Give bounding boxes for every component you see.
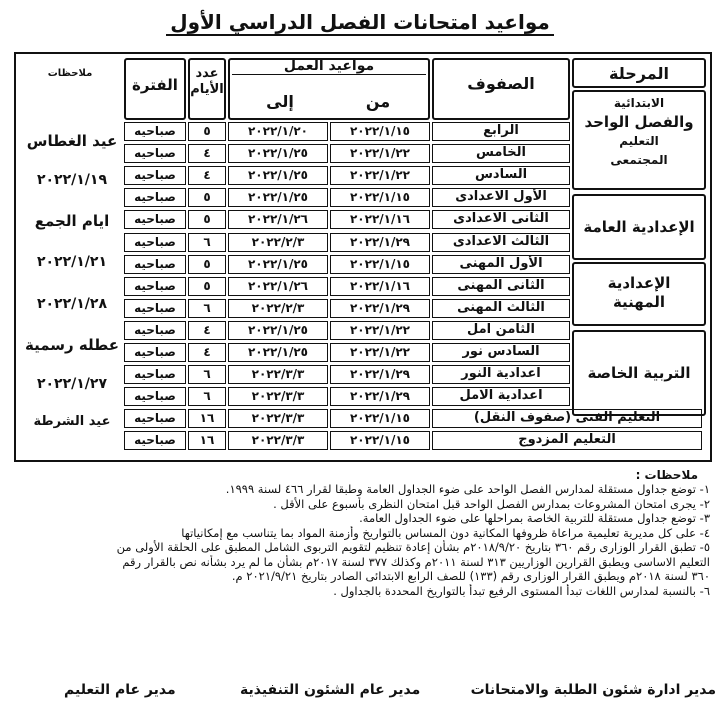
header-days: عدد الأيام [190,66,224,97]
note-item-3: ٣- توضع جداول مستقلة للتربية الخاصة بمراحلها على ضوء الجداول العامة. [359,511,710,525]
note-item-6: ٦- بالنسبة لمدارس اللغات تبدأ المستوى الرفيع تبدأ بالتواريخ المحددة بالجداول . [333,583,710,598]
page-title [0,10,720,34]
cell-to: ٢٠٢٢/١/٢٥ [228,321,328,340]
cell-grade: اعدادية النور [432,365,570,384]
remark-friday-date-2: ٢٠٢٢/١/٢٨ [36,296,108,312]
cell-grade: الثامن امل [432,321,570,340]
cell-from: ٢٠٢٢/١/١٥ [330,409,430,428]
signature-education-director: مدير عام التعليم [64,682,176,698]
cell-from: ٢٠٢٢/١/٢٩ [330,365,430,384]
note-item-1: ١- توضع جداول مستقلة لمدارس الفصل الواحد على ضوء الجداول العامة وطبقا لقرار ٤٦٦ لسنة ١٩٩٩. [225,482,710,496]
signature-students-affairs: مدير ادارة شئون الطلبة والامتحانات [470,682,716,698]
cell-to: ٢٠٢٢/٣/٣ [228,365,328,384]
cell-period: صباحيه [124,166,186,185]
cell-to: ٢٠٢٢/١/٢٠ [228,122,328,141]
cell-to: ٢٠٢٢/٢/٣ [228,233,328,252]
cell-days: ٦ [188,233,226,252]
cell-period: صباحيه [124,321,186,340]
signature-executive-affairs: مدير عام الشئون التنفيذية [240,682,421,698]
stage-general-prep-line1: الإعدادية العامة [583,218,695,236]
cell-from: ٢٠٢٢/١/١٦ [330,210,430,229]
cell-from: ٢٠٢٢/١/٢٢ [330,144,430,163]
cell-period: صباحيه [124,188,186,207]
cell-days: ١٦ [188,431,226,450]
cell-from: ٢٠٢٢/١/١٥ [330,122,430,141]
remark-epiphany-date: ٢٠٢٢/١/١٩ [36,172,108,188]
cell-grade: اعدادية الامل [432,387,570,406]
cell-to: ٢٠٢٢/١/٢٥ [228,343,328,362]
notes-heading: ملاحظات : [635,468,698,482]
cell-to: ٢٠٢٢/٢/٣ [228,299,328,318]
cell-period: صباحيه [124,277,186,296]
header-from: من [365,92,391,111]
cell-period: صباحيه [124,409,186,428]
cell-from: ٢٠٢٢/١/٢٢ [330,343,430,362]
cell-days: ٦ [188,387,226,406]
exam-schedule-table [14,52,712,462]
cell-days: ٥ [188,122,226,141]
cell-to: ٢٠٢٢/١/٢٥ [228,144,328,163]
note-item-5: ٥- تطبق القرار الوزارى رقم ٣٦٠ بتاريخ ٢٠١٨/٩/٢٠م بشأن إعادة تنظيم لتقويم التربوى الشامل المطبق على الحلقة الأولى من [116,540,710,554]
cell-days: ٤ [188,144,226,163]
cell-to: ٢٠٢٢/١/٢٦ [228,277,328,296]
header-grades: الصفوف [467,74,535,93]
stage-primary-line3: التعليم [619,134,659,148]
cell-period: صباحيه [124,365,186,384]
remark-holiday-date: ٢٠٢٢/١/٢٧ [36,376,108,392]
title-text: مواعيد امتحانات الفصل الدراسي الأول [166,10,554,36]
cell-to: ٢٠٢٢/١/٢٥ [228,188,328,207]
cell-period: صباحيه [124,431,186,450]
cell-days: ٥ [188,277,226,296]
cell-days: ٤ [188,321,226,340]
cell-period: صباحيه [124,233,186,252]
cell-to: ٢٠٢٢/١/٢٦ [228,210,328,229]
cell-days: ٥ [188,255,226,274]
remark-friday-date-1: ٢٠٢٢/١/٢١ [36,254,108,270]
cell-grade: الأول المهنى [432,255,570,274]
cell-days: ٥ [188,188,226,207]
remark-epiphany: عيد الغطاس [26,132,118,150]
cell-grade: الثالث المهنى [432,299,570,318]
cell-from: ٢٠٢٢/١/٢٩ [330,233,430,252]
cell-grade: السادس [432,166,570,185]
cell-period: صباحيه [124,122,186,141]
cell-grade: الثانى المهنى [432,277,570,296]
cell-period: صباحيه [124,299,186,318]
cell-from: ٢٠٢٢/١/١٥ [330,431,430,450]
header-remarks: ملاحظات [47,68,93,79]
cell-from: ٢٠٢٢/١/٢٢ [330,321,430,340]
stage-vocational-prep-line2: المهنية [612,293,666,311]
cell-days: ٥ [188,210,226,229]
stage-primary-line2: والفصل الواحد [584,113,694,131]
cell-days: ٦ [188,299,226,318]
table-row [16,277,714,298]
cell-grade: السادس نور [432,343,570,362]
cell-period: صباحيه [124,255,186,274]
cell-from: ٢٠٢٢/١/١٦ [330,277,430,296]
cell-grade: الثالث الاعدادى [432,233,570,252]
header-dates-group: مواعيد العمل [232,58,426,75]
note-item-5-cont2: ٣٦٠ لسنة ٢٠١٨م ويطبق القرار الوزارى رقم (١٣٣) للصف الرابع الابتدائى الصادر بتاريخ ٢٠٢١/٩/٢١ م. [231,569,710,583]
note-item-4: ٤- على كل مديرية تعليمية مراعاة ظروفها المكانية دون المساس بالتواريخ وأزمنة المواد بما يتناسب مع إمكانياتها [181,525,710,540]
cell-to: ٢٠٢٢/٣/٣ [228,409,328,428]
table-row [16,431,714,452]
cell-grade: الثانى الاعدادى [432,210,570,229]
cell-period: صباحيه [124,210,186,229]
remark-police-day: عيد الشرطة [33,414,111,429]
signatures [0,682,720,712]
cell-to: ٢٠٢٢/١/٢٥ [228,166,328,185]
cell-from: ٢٠٢٢/١/٢٩ [330,299,430,318]
cell-to: ٢٠٢٢/٣/٣ [228,431,328,450]
cell-to: ٢٠٢٢/١/٢٥ [228,255,328,274]
cell-grade: الخامس [432,144,570,163]
cell-period: صباحيه [124,343,186,362]
cell-grade: الرابع [432,122,570,141]
cell-grade: الأول الاعدادى [432,188,570,207]
notes-section [10,468,710,598]
stage-special-ed-line1: التربية الخاصة [587,364,691,382]
cell-to: ٢٠٢٢/٣/٣ [228,387,328,406]
cell-period: صباحيه [124,144,186,163]
table-row [16,188,714,209]
remark-official-holiday: عطله رسمية [25,336,119,354]
cell-grade: التعليم الفنى (صفوف النقل) [432,409,702,428]
note-item-2: ٢- يجرى امتحان المشروعات بمدارس الفصل الواحد قبل امتحان النظرى بأسبوع على الأقل . [273,496,710,511]
cell-from: ٢٠٢٢/١/١٥ [330,255,430,274]
cell-days: ٤ [188,343,226,362]
table-row [16,233,714,254]
cell-from: ٢٠٢٢/١/٢٩ [330,387,430,406]
cell-days: ٤ [188,166,226,185]
cell-from: ٢٠٢٢/١/٢٢ [330,166,430,185]
cell-days: ٦ [188,365,226,384]
header-stage: المرحلة [609,64,669,83]
cell-grade: التعليم المزدوج [432,431,702,450]
note-item-5-cont1: التعليم الاساسى ويطبق القرارين الوزاريين ٣١٣ لسنة ٢٠١١م وكذلك ٣٧٧ لسنة ٢٠١٧م بشأن ما لم يرد بشأنه نص بالقرار رقم [122,554,710,569]
cell-period: صباحيه [124,387,186,406]
stage-primary-line1: الابتدائية [613,96,665,110]
cell-from: ٢٠٢٢/١/١٥ [330,188,430,207]
header-to: إلى [266,92,294,111]
remark-fridays: ايام الجمع [34,212,110,230]
stage-vocational-prep-line1: الإعدادية [607,274,671,292]
header-period: الفترة [132,76,178,94]
cell-days: ١٦ [188,409,226,428]
stage-primary-line4: المجتمعى [610,153,668,167]
